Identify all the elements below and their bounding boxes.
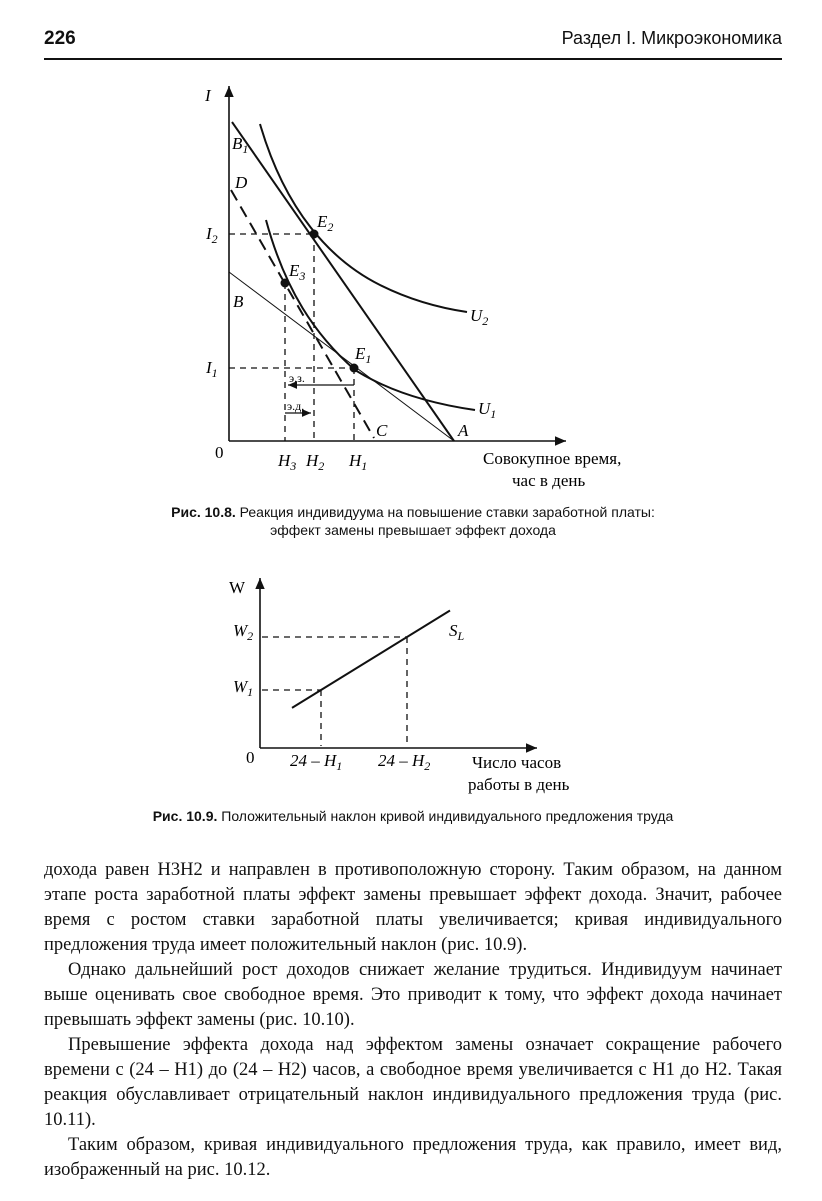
paragraph-1: дохода равен H3H2 и направлен в противоположную сторону. Таким образом, на данном этапе роста заработной платы эффект замены превышает эффект дохода. Значит, рабочее время с ростом ставки заработной платы увеличивается; кривая индивидуального предложения труда имеет положительный наклон (рис. 10.9). xyxy=(44,860,782,955)
budget-line-b1a xyxy=(232,122,454,441)
label-i2: $I_2$ xyxy=(206,224,218,246)
point-e2 xyxy=(310,230,318,238)
label-b1: $B_1$ xyxy=(232,134,249,156)
supply-curve-sl xyxy=(292,611,450,708)
caption-text-1: Реакция индивидуума на повышение ставки заработной платы: xyxy=(239,504,655,520)
label-w2: $W_2$ xyxy=(233,621,254,643)
label-income-effect: э.д. xyxy=(287,399,305,413)
label-w1: $W_1$ xyxy=(233,677,254,699)
label-h1: $H_1$ xyxy=(349,451,368,473)
label-i1: $I_1$ xyxy=(206,358,218,380)
caption-text: Положительный наклон кривой индивидуального предложения труда xyxy=(221,808,674,824)
label-substitution-effect: э.з. xyxy=(289,371,305,385)
point-e1 xyxy=(350,364,358,372)
body-text xyxy=(44,858,782,1183)
page-number: 226 xyxy=(44,28,76,49)
x-axis-label-line2: работы в день xyxy=(468,775,570,794)
label-24-h2: $24 - H_2$ xyxy=(378,751,431,773)
point-e3 xyxy=(281,279,289,287)
paragraph-2: Однако дальнейший рост доходов снижает желание трудиться. Индивидуум начинает выше оценивать свое свободное время. Это приводит к тому, что эффект дохода начинает превышать эффект замены (рис. 10.10). xyxy=(44,960,782,1030)
label-h3: $H_3$ xyxy=(278,451,297,473)
paragraph-4: Таким образом, кривая индивидуального предложения труда, как правило, имеет вид, изображенный на рис. 10.12. xyxy=(44,1135,782,1180)
label-c: C xyxy=(376,421,388,440)
x-axis-label-line1: Совокупное время, xyxy=(483,449,622,468)
label-24-h1: $24 - H_1$ xyxy=(290,751,343,773)
indifference-curve-u2 xyxy=(260,124,467,312)
label-b: B xyxy=(233,292,244,311)
label-e2: $E_2$ xyxy=(317,212,334,234)
label-a: A xyxy=(458,421,469,440)
figure-10-8-caption xyxy=(44,503,782,539)
caption-number: Рис. 10.8. xyxy=(171,504,236,520)
figure-10-9-labels xyxy=(229,578,570,794)
y-axis-label: I xyxy=(205,86,211,105)
section-title: Раздел I. Микроэкономика xyxy=(561,28,782,48)
origin-label: 0 xyxy=(215,443,224,462)
label-d: D xyxy=(235,173,248,192)
figure-10-8 xyxy=(229,86,566,441)
y-axis-label: W xyxy=(229,578,246,597)
figure-10-9 xyxy=(260,578,537,748)
x-axis-label-line2: час в день xyxy=(512,471,586,490)
supply-curve-layer xyxy=(292,611,450,708)
guide-lines xyxy=(262,637,407,746)
paragraph-3: Превышение эффекта дохода над эффектом замены означает сокращение рабочего времени с (24 – H1) до (24 – H2) часов, а свободное время увеличивается с H1 до H2. Такая реакция обуславливает отрицательный наклон индивидуального предложения труда (рис. 10.11). xyxy=(44,1035,782,1130)
label-e1: $E_1$ xyxy=(355,344,372,366)
label-e3: $E_3$ xyxy=(289,261,306,283)
figure-10-9-caption xyxy=(44,807,782,825)
label-u2: $U_2$ xyxy=(470,306,489,328)
caption-number: Рис. 10.9. xyxy=(152,808,218,824)
label-h2: $H_2$ xyxy=(306,451,325,473)
label-u1: $U_1$ xyxy=(478,399,497,421)
caption-text-2: эффект замены превышает эффект дохода xyxy=(270,522,556,538)
label-sl: $S_L$ xyxy=(449,621,465,643)
origin-label: 0 xyxy=(246,748,255,767)
x-axis-label-line1: Число часов xyxy=(472,753,562,772)
